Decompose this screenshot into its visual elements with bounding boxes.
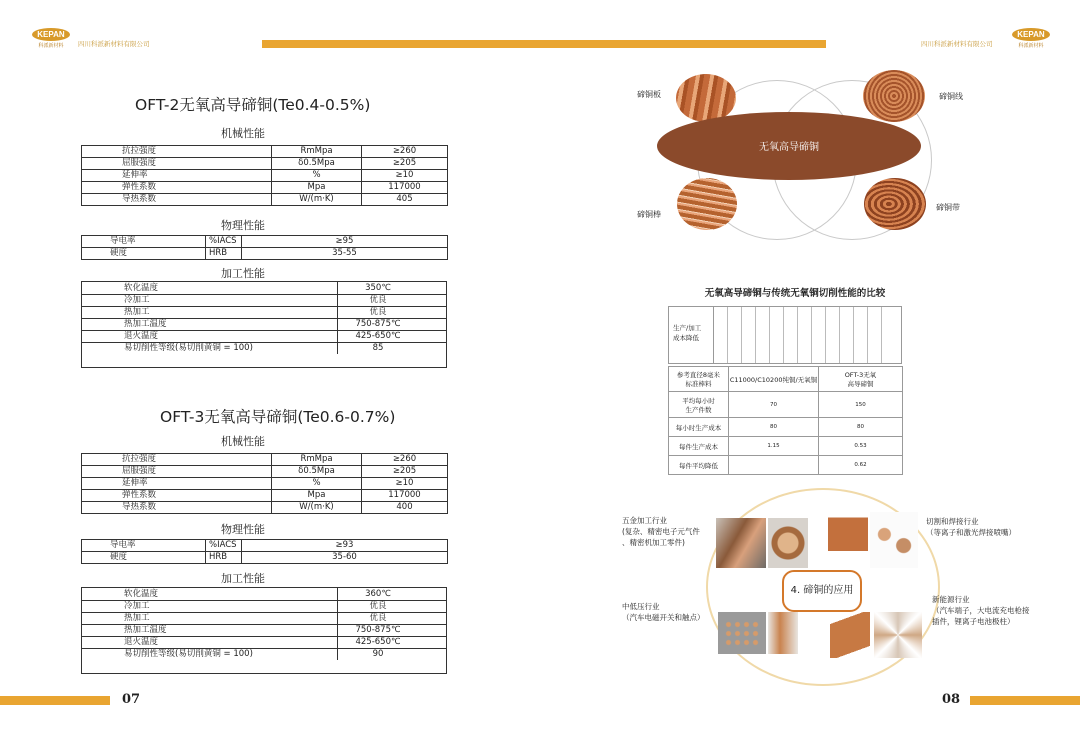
row-value: 85: [372, 343, 384, 353]
row-label: 退火温度: [124, 637, 159, 647]
table-row: [82, 454, 448, 466]
page-number-right: 08: [942, 692, 961, 707]
divider: [783, 307, 784, 363]
table-row: [82, 466, 448, 478]
row-value: ≥93: [242, 540, 448, 552]
proc-table: [81, 281, 447, 368]
table-row: [669, 418, 903, 437]
phys-table: [81, 235, 448, 260]
row-unit: %: [272, 170, 362, 182]
logo-sub: 科派新材料: [1018, 43, 1044, 49]
row-label: 每件生产成本: [669, 437, 729, 456]
cell: 80: [819, 418, 903, 437]
terminal-photo: [830, 612, 870, 658]
wire-photo: [863, 70, 925, 122]
table-row: [82, 502, 448, 514]
row-unit: δ0.5Mpa: [272, 466, 362, 478]
contacts-photo-2: [768, 612, 798, 654]
row-value: 优良: [369, 295, 387, 305]
row-label: 弹性系数: [82, 490, 272, 502]
company-name-left: 四川科派新材料有限公司: [78, 40, 150, 48]
row-label: 硬度: [82, 248, 206, 260]
divider: [755, 307, 756, 363]
row-unit: W/(m·K): [272, 502, 362, 514]
rod-photo: [677, 178, 737, 230]
row-unit: HRB: [206, 248, 242, 260]
welding-label-2: （等离子和激光焊接喷嘴）: [926, 528, 1016, 537]
cell: 80: [729, 418, 819, 437]
row-label: 硬度: [82, 552, 206, 564]
header-cell: [669, 367, 729, 392]
row-label-text: 生产件数: [685, 405, 712, 414]
cell: 1.15: [729, 437, 819, 456]
row-label: 易切削性等级(易切削黄铜 = 100): [124, 649, 253, 659]
divider: [727, 307, 728, 363]
table-row: [82, 194, 448, 206]
cell: 0.53: [819, 437, 903, 456]
comparison-table: [668, 366, 903, 475]
busbar-photo: [874, 612, 922, 658]
nozzle-photo-2: [870, 512, 918, 568]
lowvolt-label-2: （汽车电磁开关和触点）: [622, 613, 705, 622]
table-row: [82, 158, 448, 170]
row-value: 750-875℃: [355, 319, 401, 329]
row-label: 冷加工: [124, 601, 150, 611]
mech-table: [81, 145, 448, 206]
cost-label-1: 生产/加工: [673, 324, 702, 332]
row-value: 优良: [369, 307, 387, 317]
divider: [741, 307, 742, 363]
mech-section-title: 机械性能: [221, 127, 265, 140]
header-text: 标准棒料: [685, 380, 712, 388]
row-label: 退火温度: [124, 331, 159, 341]
row-unit: δ0.5Mpa: [272, 158, 362, 170]
row-label: 延伸率: [82, 170, 272, 182]
company-name-right: 四川科派新材料有限公司: [921, 40, 993, 48]
row-value: 35-60: [242, 552, 448, 564]
hardware-label-3: 、精密机加工零件): [622, 538, 685, 547]
mech-table: [81, 453, 448, 514]
cell: [729, 456, 819, 475]
cell: 70: [729, 392, 819, 418]
comparison-title: 无氧高导碲铜与传统无氧铜切削性能的比较: [704, 288, 886, 299]
row-label: 抗拉强度: [82, 146, 272, 158]
table-row: [82, 170, 448, 182]
row-label: [669, 392, 729, 418]
row-unit: W/(m·K): [272, 194, 362, 206]
row-label: 弹性系数: [82, 182, 272, 194]
row-unit: %IACS: [206, 236, 242, 248]
row-value: 优良: [369, 613, 387, 623]
strip-photo: [864, 178, 926, 230]
row-label: 软化温度: [124, 589, 159, 599]
row-label: 热加工: [124, 613, 150, 623]
table-row: [669, 367, 903, 392]
hardware-photo-1: [716, 518, 766, 568]
center-label: 无氧高导碲铜: [759, 142, 819, 153]
table-row: [82, 552, 448, 564]
row-value: ≥10: [362, 170, 448, 182]
row-value: ≥260: [362, 454, 448, 466]
proc-section-title: 加工性能: [221, 267, 265, 280]
cost-reduction-box: [668, 306, 902, 364]
row-unit: %IACS: [206, 540, 242, 552]
row-label: 每件平均降低: [669, 456, 729, 475]
logo-sub: 科派新材料: [38, 43, 64, 49]
header-bar: [262, 40, 826, 48]
row-unit: %: [272, 478, 362, 490]
plate-label: 碲铜板: [637, 90, 661, 99]
row-label: 抗拉强度: [82, 454, 272, 466]
row-value: 405: [362, 194, 448, 206]
row-value: 425-650℃: [355, 637, 401, 647]
row-value: 400: [362, 502, 448, 514]
header-cell: [819, 367, 903, 392]
rod-label: 碲铜棒: [637, 210, 661, 219]
phys-section-title: 物理性能: [221, 219, 265, 232]
cell: 150: [819, 392, 903, 418]
row-value: ≥10: [362, 478, 448, 490]
row-label: 导电率: [82, 236, 206, 248]
row-label: 冷加工: [124, 295, 150, 305]
table-row: [82, 540, 448, 552]
newenergy-label-1: 新能源行业: [932, 595, 970, 604]
row-label: 导电率: [82, 540, 206, 552]
row-label: 屈服强度: [82, 158, 272, 170]
wire-label: 碲铜线: [939, 92, 963, 101]
nozzle-photo-1: [828, 512, 868, 568]
row-value: 117000: [362, 490, 448, 502]
divider: [713, 307, 714, 363]
table-row: [82, 478, 448, 490]
row-label: 热加工: [124, 307, 150, 317]
header-text: 高导碲铜: [847, 380, 874, 388]
row-value: ≥205: [362, 158, 448, 170]
header-cell: C11000/C10200纯铜/无氧铜: [729, 367, 819, 392]
product-title: OFT-2无氧高导碲铜(Te0.4-0.5%): [135, 96, 371, 114]
divider: [853, 307, 854, 363]
divider: [839, 307, 840, 363]
application-center: 4. 碲铜的应用: [782, 570, 862, 612]
table-row: [82, 182, 448, 194]
divider: [881, 307, 882, 363]
cost-label-2: 成本降低: [673, 334, 699, 342]
row-unit: HRB: [206, 552, 242, 564]
header-text: 参考直径8毫米: [676, 371, 721, 379]
footer-bar-left: [0, 696, 110, 705]
mech-section-title: 机械性能: [221, 435, 265, 448]
table-row: [669, 437, 903, 456]
strip-label: 碲铜带: [936, 203, 960, 212]
logo-text: KEPAN: [32, 28, 70, 41]
row-label: 软化温度: [124, 283, 159, 293]
row-value: 117000: [362, 182, 448, 194]
row-label: 热加工温度: [124, 319, 167, 329]
row-label-text: 平均每小时: [682, 396, 715, 405]
table-row: [669, 456, 903, 475]
row-value: 425-650℃: [355, 331, 401, 341]
table-row: [82, 490, 448, 502]
table-row: [82, 248, 448, 260]
product-title: OFT-3无氧高导碲铜(Te0.6-0.7%): [160, 408, 396, 426]
proc-section-title: 加工性能: [221, 572, 265, 585]
row-label: 每小时生产成本: [669, 418, 729, 437]
footer-bar-right: [970, 696, 1080, 705]
phys-table: [81, 539, 448, 564]
logo-right: [1012, 28, 1050, 50]
hardware-photo-2: [768, 518, 808, 568]
row-value: ≥260: [362, 146, 448, 158]
row-unit: Mpa: [272, 182, 362, 194]
divider: [769, 307, 770, 363]
hardware-label-1: 五金加工行业: [622, 516, 667, 525]
row-label: 导热系数: [82, 502, 272, 514]
row-value: 350℃: [365, 283, 391, 293]
row-unit: Mpa: [272, 490, 362, 502]
row-value: ≥95: [242, 236, 448, 248]
row-unit: RmMpa: [272, 454, 362, 466]
proc-table: [81, 587, 447, 674]
divider: [825, 307, 826, 363]
contacts-photo-1: [718, 612, 766, 654]
row-label: 热加工温度: [124, 625, 167, 635]
header-text: OFT-3无氧: [844, 371, 877, 379]
logo-text: KEPAN: [1012, 28, 1050, 41]
divider: [811, 307, 812, 363]
lowvolt-label-1: 中低压行业: [622, 602, 660, 611]
newenergy-label-2: （汽车端子，大电流充电枪接: [932, 606, 1030, 615]
newenergy-label-3: 插件，锂离子电池极柱）: [932, 617, 1015, 626]
row-value: 优良: [369, 601, 387, 611]
row-value: ≥205: [362, 466, 448, 478]
table-row: [82, 236, 448, 248]
welding-label-1: 切割和焊接行业: [926, 517, 979, 526]
row-label: 延伸率: [82, 478, 272, 490]
divider: [797, 307, 798, 363]
divider: [867, 307, 868, 363]
phys-section-title: 物理性能: [221, 523, 265, 536]
table-row: [669, 392, 903, 418]
table-row: [82, 146, 448, 158]
row-label: 易切削性等级(易切削黄铜 = 100): [124, 343, 253, 353]
row-label: 屈服强度: [82, 466, 272, 478]
plate-photo: [676, 74, 736, 122]
logo-left: [32, 28, 70, 50]
row-value: 360℃: [365, 589, 391, 599]
hardware-label-2: (复杂、精密电子元气件: [622, 527, 700, 536]
cell: 0.62: [819, 456, 903, 475]
row-value: 90: [372, 649, 384, 659]
row-value: 35-55: [242, 248, 448, 260]
row-unit: RmMpa: [272, 146, 362, 158]
row-value: 750-875℃: [355, 625, 401, 635]
contact-dots: [724, 620, 760, 646]
row-label: 导热系数: [82, 194, 272, 206]
page-number-left: 07: [122, 692, 141, 707]
